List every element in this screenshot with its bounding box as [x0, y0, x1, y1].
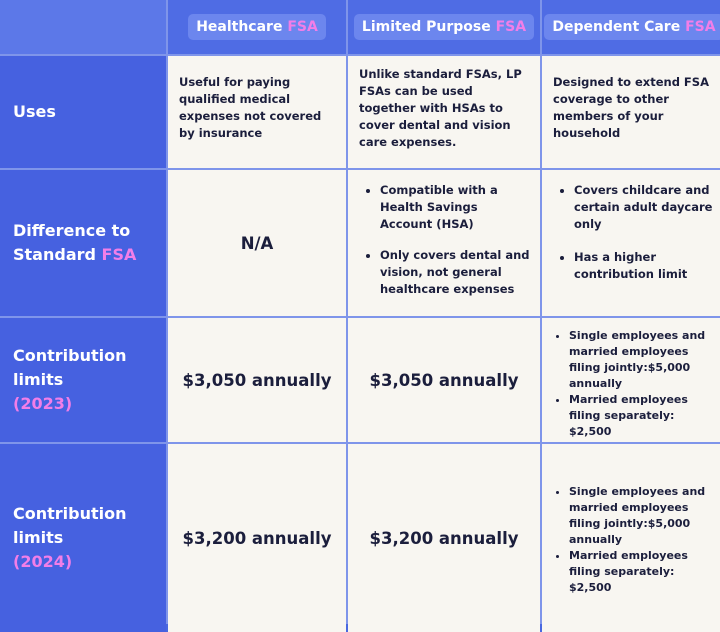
row-header-uses [0, 56, 166, 168]
cell-limits-2024-limited-purpose: $3,200 annually [348, 444, 540, 632]
column-header-limited-purpose [348, 0, 540, 54]
row-header-limits-2024 [0, 444, 166, 632]
header-pill-healthcare [188, 14, 326, 40]
limits-list [548, 328, 720, 440]
cell-limits-2023-dependent-care [542, 318, 720, 442]
row-label: Difference to Standard FSA [13, 221, 137, 264]
list-item: • Compatible with a Health Savings Account (HSA) [380, 182, 530, 233]
list-item: • Married employees filing separately: $2,500 [569, 548, 720, 596]
header-pill-limited-purpose [354, 14, 534, 40]
cell-difference-healthcare: N/A [168, 170, 346, 316]
cell-uses-healthcare: Useful for paying qualified medical expenses not covered by insurance [168, 56, 346, 168]
list-item: • Only covers dental and vision, not general healthcare expenses [380, 247, 530, 298]
cell-limits-2024-dependent-care [542, 444, 720, 632]
difference-list [359, 182, 530, 298]
header-text: Dependent Care [552, 19, 686, 35]
header-accent: FSA [495, 19, 527, 35]
cell-uses-limited-purpose: Unlike standard FSAs, LP FSAs can be used together with HSAs to cover dental and vision care expenses. [348, 56, 540, 168]
column-header-dependent-care [542, 0, 720, 54]
cell-limits-2024-healthcare: $3,200 annually [168, 444, 346, 632]
difference-list [553, 182, 716, 283]
cell-limits-2023-healthcare: $3,050 annually [168, 318, 346, 442]
cell-limits-2023-limited-purpose: $3,050 annually [348, 318, 540, 442]
list-item: • Married employees filing separately: $2,500 [569, 392, 720, 440]
list-item: • Single employees and married employees filing jointly:$5,000 annually [569, 328, 720, 392]
cell-difference-dependent-care [542, 170, 720, 316]
row-header-difference [0, 170, 166, 316]
header-accent: FSA [685, 19, 716, 35]
table-corner [0, 0, 166, 54]
list-item: • Has a higher contribution limit [574, 249, 716, 283]
header-text: Limited Purpose [361, 19, 496, 35]
row-header-limits-2023 [0, 318, 166, 442]
row-label: Contribution limits (2024) [13, 504, 127, 571]
cell-difference-limited-purpose [348, 170, 540, 316]
header-pill-dependent-care [544, 14, 720, 40]
header-accent: FSA [287, 19, 318, 35]
list-item: • Single employees and married employees filing jointly:$5,000 annually [569, 484, 720, 548]
list-item: • Covers childcare and certain adult daycare only [574, 182, 716, 233]
column-header-healthcare [168, 0, 346, 54]
limits-list [548, 484, 720, 596]
row-label: Contribution limits (2023) [13, 346, 127, 413]
header-text: Healthcare [196, 19, 288, 35]
cell-uses-dependent-care: Designed to extend FSA coverage to other members of your household [542, 56, 720, 168]
row-label: Uses [13, 102, 56, 121]
